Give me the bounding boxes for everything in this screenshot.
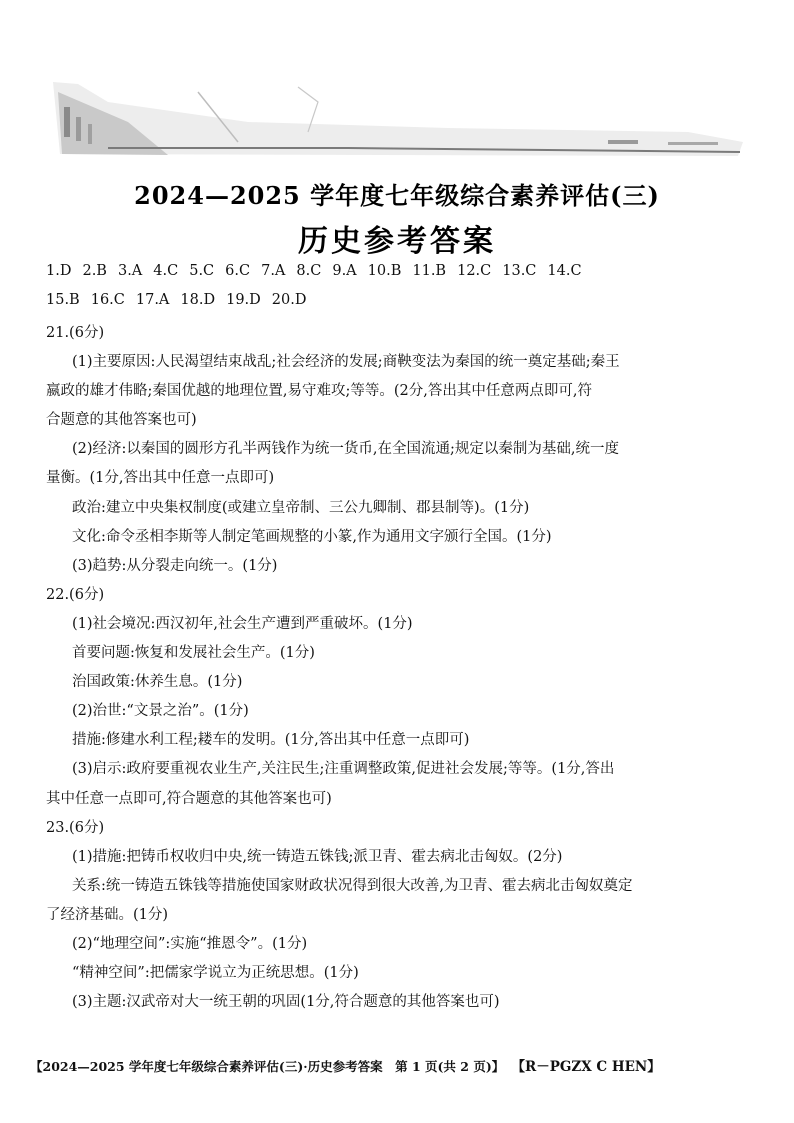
answer-line: (1)社会境况:西汉初年,社会生产遭到严重破坏。(1分) <box>72 615 413 632</box>
answer-line: (1)措施:把铸币权收归中央,统一铸造五铢钱;派卫青、霍去病北击匈奴。(2分) <box>72 848 563 865</box>
choice-answer: 14.C <box>547 263 582 279</box>
choice-answer: 6.C <box>225 263 251 279</box>
answer-line: 首要问题:恢复和发展社会生产。(1分) <box>72 645 315 662</box>
answer-line: 措施:修建水利工程;耧车的发明。(1分,答出其中任意一点即可) <box>72 732 470 749</box>
scan-artifact-band <box>48 62 748 162</box>
choice-answer: 15.B <box>46 292 80 308</box>
choice-answers-row-2 <box>46 292 317 308</box>
answer-line: (3)主题:汉武帝对大一统王朝的巩固(1分,符合题意的其他答案也可) <box>72 994 500 1011</box>
answer-line: 其中任意一点即可,符合题意的其他答案也可) <box>46 790 332 807</box>
question-21-header: 21.(6分) <box>46 325 105 341</box>
choice-answer: 4.C <box>153 263 179 279</box>
page-footer <box>30 1055 730 1075</box>
choice-answer: 19.D <box>226 292 261 308</box>
choice-answer: 20.D <box>271 292 307 308</box>
choice-answers-row-1 <box>46 263 593 279</box>
answer-line: 政治:建立中央集权制度(或建立皇帝制、三公九卿制、郡县制等)。(1分) <box>72 499 530 516</box>
answer-line: (1)主要原因:人民渴望结束战乱;社会经济的发展;商鞅变法为秦国的统一奠定基础;秦王 <box>72 354 620 371</box>
choice-answer: 7.A <box>261 263 286 279</box>
choice-answer: 11.B <box>412 263 447 279</box>
answer-line: (3)趋势:从分裂走向统一。(1分) <box>72 557 278 574</box>
choice-answer: 18.D <box>180 292 216 308</box>
answer-line: 文化:命令丞相李斯等人制定笔画规整的小篆,作为通用文字颁行全国。(1分) <box>72 528 552 545</box>
answer-line: (3)启示:政府要重视农业生产,关注民生;注重调整政策,促进社会发展;等等。(1分,答出 <box>72 761 615 778</box>
choice-answer: 9.A <box>332 263 357 279</box>
choice-answer: 1.D <box>46 263 72 279</box>
choice-answer: 17.A <box>135 292 170 308</box>
answer-line: “精神空间”:把儒家学说立为正统思想。(1分) <box>72 965 359 982</box>
choice-answer: 16.C <box>90 292 125 308</box>
choice-answer: 8.C <box>296 263 322 279</box>
choice-answer: 5.C <box>189 263 215 279</box>
question-23-header: 23.(6分) <box>46 819 105 836</box>
answer-line: 治国政策:休养生息。(1分) <box>72 674 243 691</box>
answer-line: (2)“地理空间”:实施“推恩令”。(1分) <box>72 935 308 952</box>
choice-answer: 10.B <box>367 263 402 279</box>
answer-line: 量衡。(1分,答出其中任意一点即可) <box>46 470 275 487</box>
document-title: 2024—2025 学年度七年级综合素养评估(三) <box>134 181 660 210</box>
choice-answer: 12.C <box>457 263 492 279</box>
footer-code: 【R－PGZX C HEN】 <box>518 1059 661 1075</box>
question-22-header: 22.(6分) <box>46 586 105 603</box>
answer-line: 合题意的其他答案也可) <box>46 412 197 429</box>
answer-line: (2)经济:以秦国的圆形方孔半两钱作为统一货币,在全国流通;规定以秦制为基础,统一度 <box>72 441 620 458</box>
choice-answer: 2.B <box>82 263 107 279</box>
document-subtitle: 历史参考答案 <box>298 224 496 259</box>
footer-text: 【2024—2025 学年度七年级综合素养评估(三)·历史参考答案 第 1 页(共 2 页)】 <box>30 1059 505 1074</box>
answer-body <box>46 319 736 1017</box>
choice-answer: 3.A <box>117 263 143 279</box>
answer-line: 了经济基础。(1分) <box>46 906 169 923</box>
answer-line: 嬴政的雄才伟略;秦国优越的地理位置,易守难攻;等等。(2分,答出其中任意两点即可,符 <box>46 383 592 400</box>
answer-line: 关系:统一铸造五铢钱等措施使国家财政状况得到很大改善,为卫青、霍去病北击匈奴奠定 <box>72 877 633 894</box>
choice-answer: 13.C <box>502 263 537 279</box>
answer-line: (2)治世:“文景之治”。(1分) <box>72 703 249 720</box>
